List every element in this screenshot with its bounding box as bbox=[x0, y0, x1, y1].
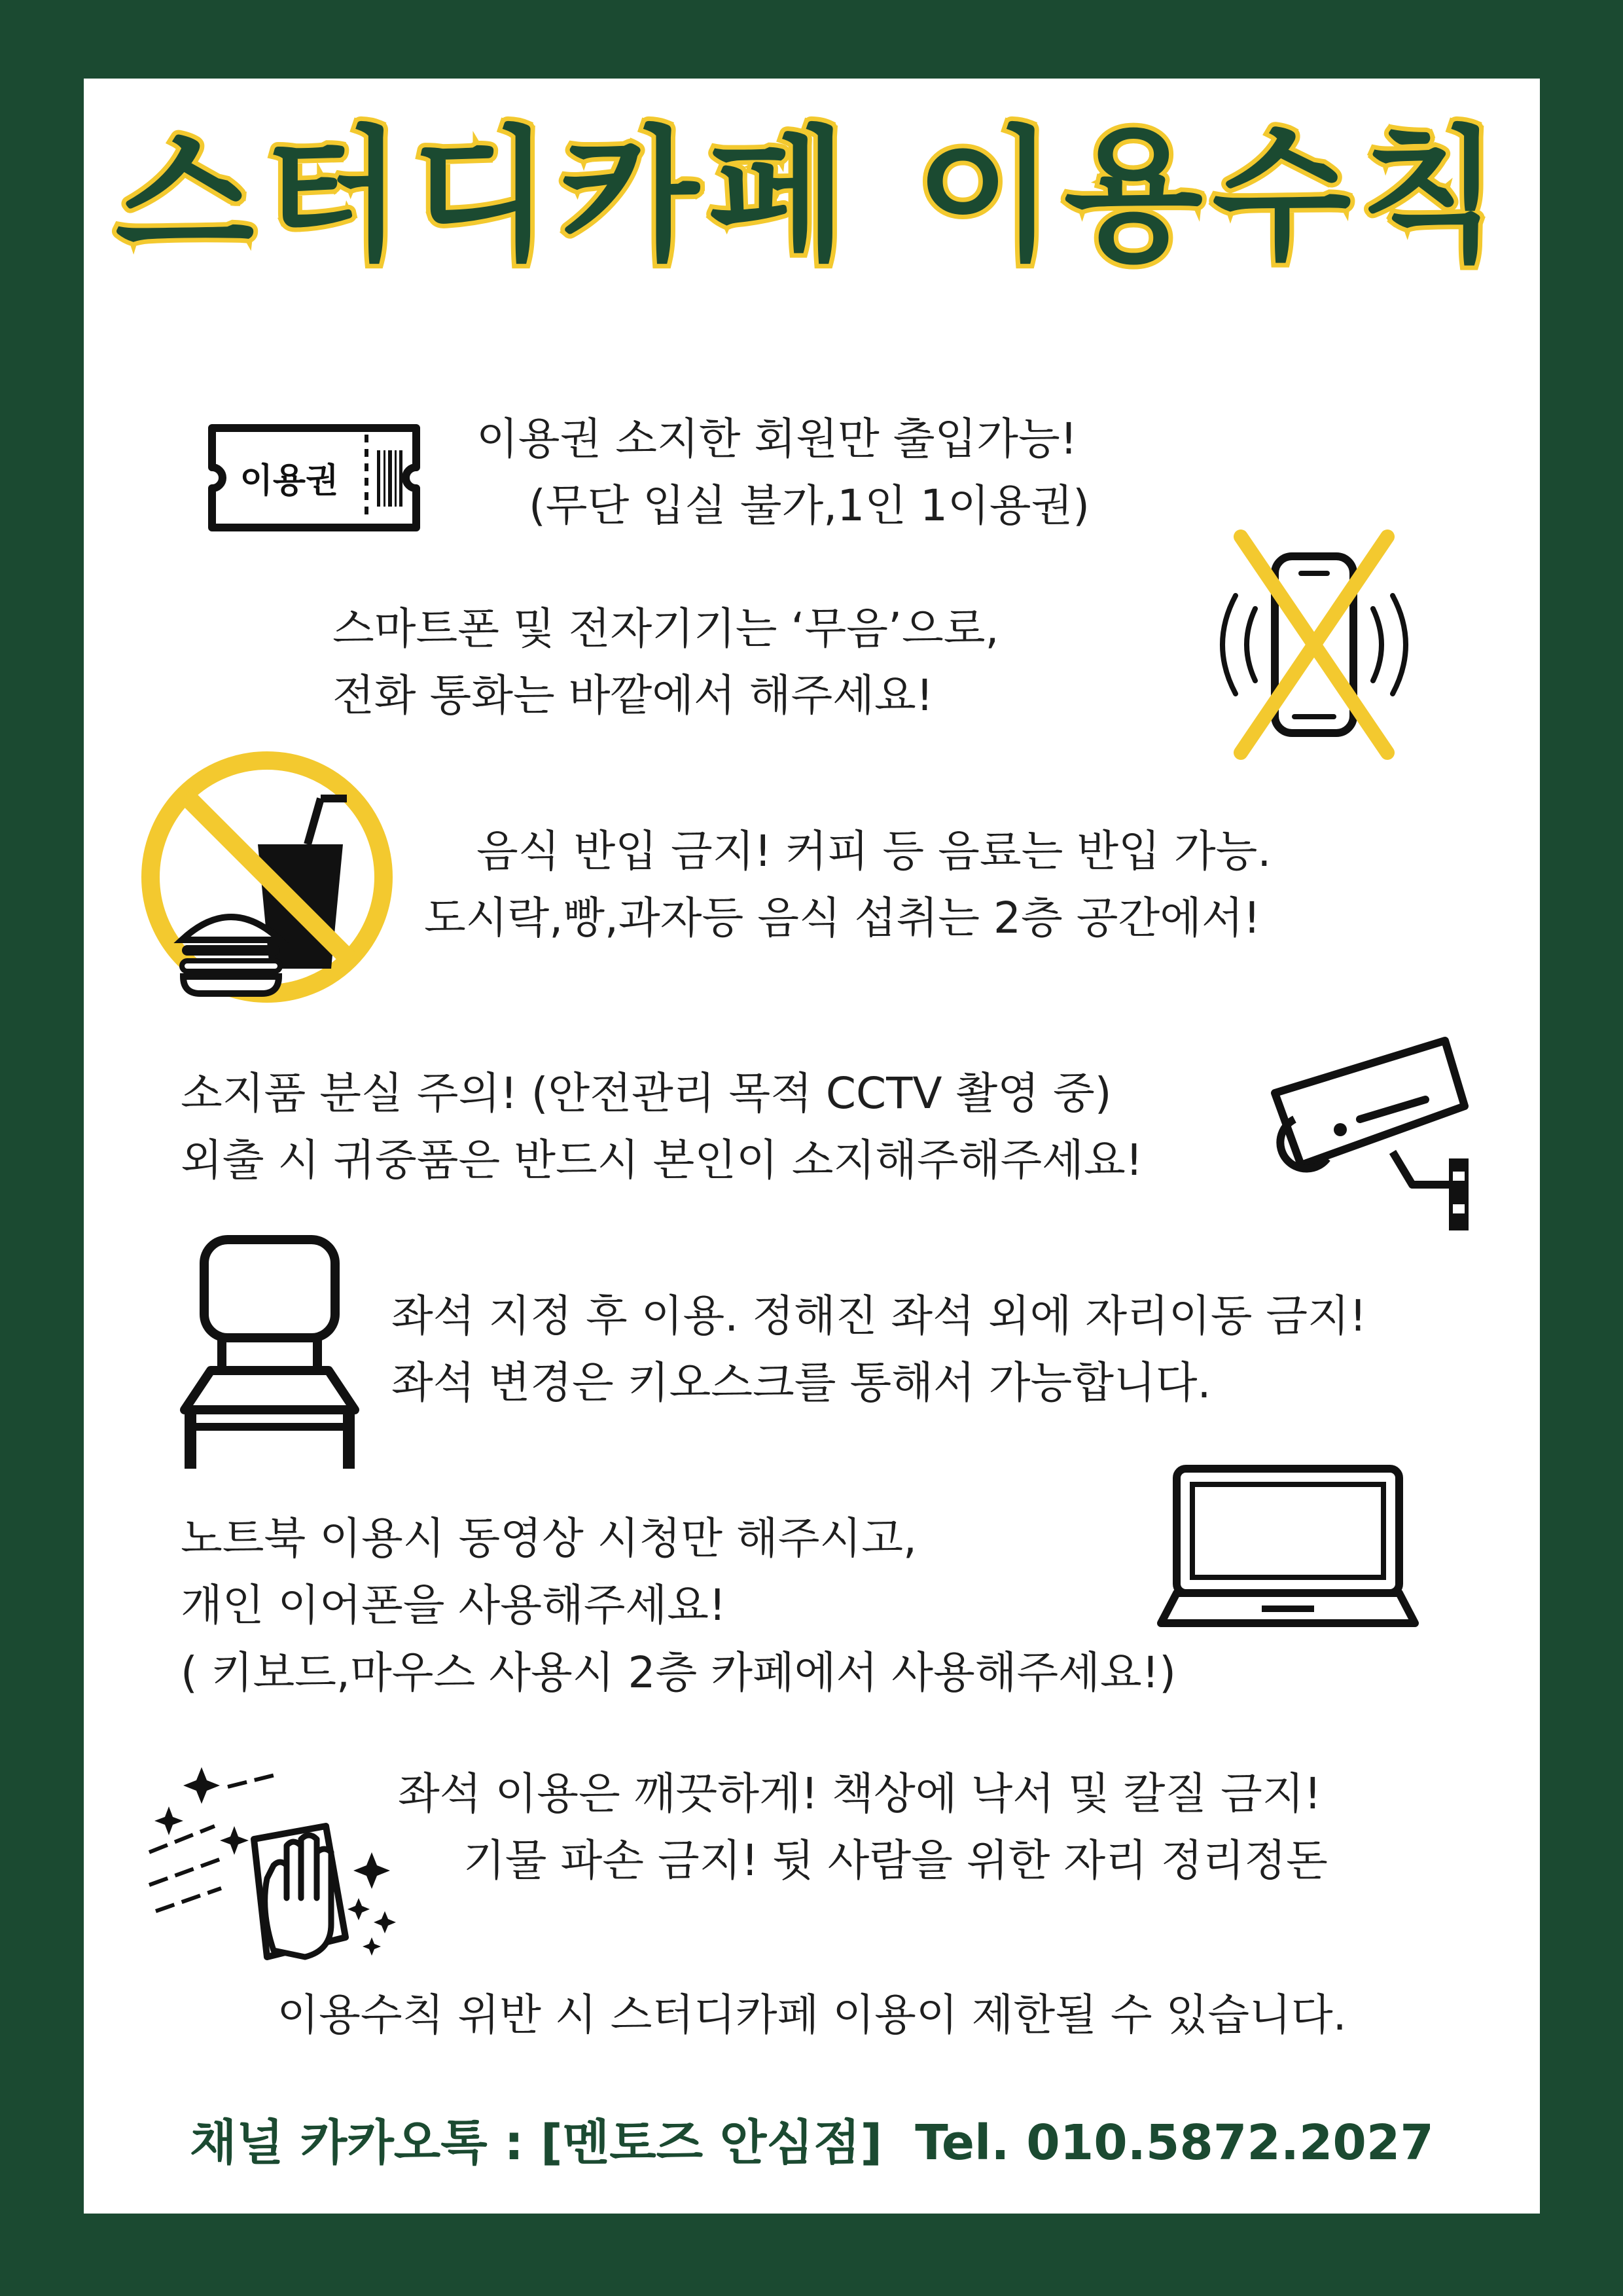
ticket-icon bbox=[203, 419, 425, 537]
laptop-icon bbox=[1157, 1460, 1419, 1636]
rule-food-line-1: 음식 반입 금지! 커피 등 음료는 반입 가능. bbox=[476, 826, 1272, 876]
rule-clean-line-2: 기물 파손 금지! 뒷 사람을 위한 자리 정리정돈 bbox=[463, 1835, 1328, 1886]
rule-seat-line-2: 좌석 변경은 키오스크를 통해서 가능합니다. bbox=[391, 1357, 1211, 1408]
telephone: Tel. 010.5872.2027 bbox=[915, 2115, 1434, 2171]
notice-sheet bbox=[84, 79, 1540, 2214]
rule-laptop-line-1: 노트북 이용시 동영상 시청만 해주시고, bbox=[181, 1513, 917, 1564]
rule-clean-line-1: 좌석 이용은 깨끗하게! 책상에 낙서 및 칼질 금지! bbox=[398, 1768, 1322, 1819]
rule-phone-line-1: 스마트폰 및 전자기기는 ‘무음’으로, bbox=[332, 603, 999, 654]
rule-seat-line-1: 좌석 지정 후 이용. 정해진 좌석 외에 자리이동 금지! bbox=[391, 1291, 1367, 1341]
rule-clean bbox=[398, 1761, 1328, 1895]
cleaning-hand-icon bbox=[136, 1754, 411, 1964]
rule-cctv-line-2: 외출 시 귀중품은 반드시 본인이 소지해주해주세요! bbox=[181, 1135, 1143, 1186]
page-title: 스터디카페 이용수칙 bbox=[115, 113, 1509, 280]
violation-warning: 이용수칙 위반 시 스터디카페 이용이 제한될 수 있습니다. bbox=[277, 1990, 1347, 2040]
contact-info bbox=[84, 2104, 1540, 2174]
rule-ticket-line-1: 이용권 소지한 회원만 출입가능! bbox=[476, 414, 1078, 464]
rule-ticket bbox=[476, 406, 1090, 540]
cctv-camera-icon bbox=[1262, 1034, 1484, 1244]
rule-phone bbox=[332, 596, 999, 730]
rule-food-line-2: 도시락,빵,과자등 음식 섭취는 2층 공간에서! bbox=[424, 893, 1261, 944]
rule-seat bbox=[391, 1283, 1366, 1417]
rule-laptop-line-3: ( 키보드,마우스 사용시 2층 카페에서 사용해주세요!) bbox=[181, 1647, 1176, 1698]
rule-ticket-line-2: (무단 입실 불가,1인 1이용권) bbox=[529, 480, 1090, 531]
rule-cctv-line-1: 소지품 분실 주의! (안전관리 목적 CCTV 촬영 중) bbox=[181, 1068, 1112, 1119]
rule-cctv bbox=[181, 1060, 1143, 1194]
rule-food bbox=[424, 818, 1271, 952]
rule-phone-line-2: 전화 통화는 바깥에서 해주세요! bbox=[332, 670, 934, 721]
kakao-channel: 채널 카카오톡 : [멘토즈 안심점] bbox=[190, 2115, 883, 2171]
ticket-icon-label: 이용권 bbox=[240, 461, 339, 501]
chair-icon bbox=[175, 1230, 372, 1473]
rule-laptop bbox=[181, 1505, 1176, 1706]
no-food-icon bbox=[136, 746, 398, 1008]
rule-laptop-line-2: 개인 이어폰을 사용해주세요! bbox=[181, 1580, 726, 1631]
silent-phone-icon bbox=[1183, 524, 1445, 766]
